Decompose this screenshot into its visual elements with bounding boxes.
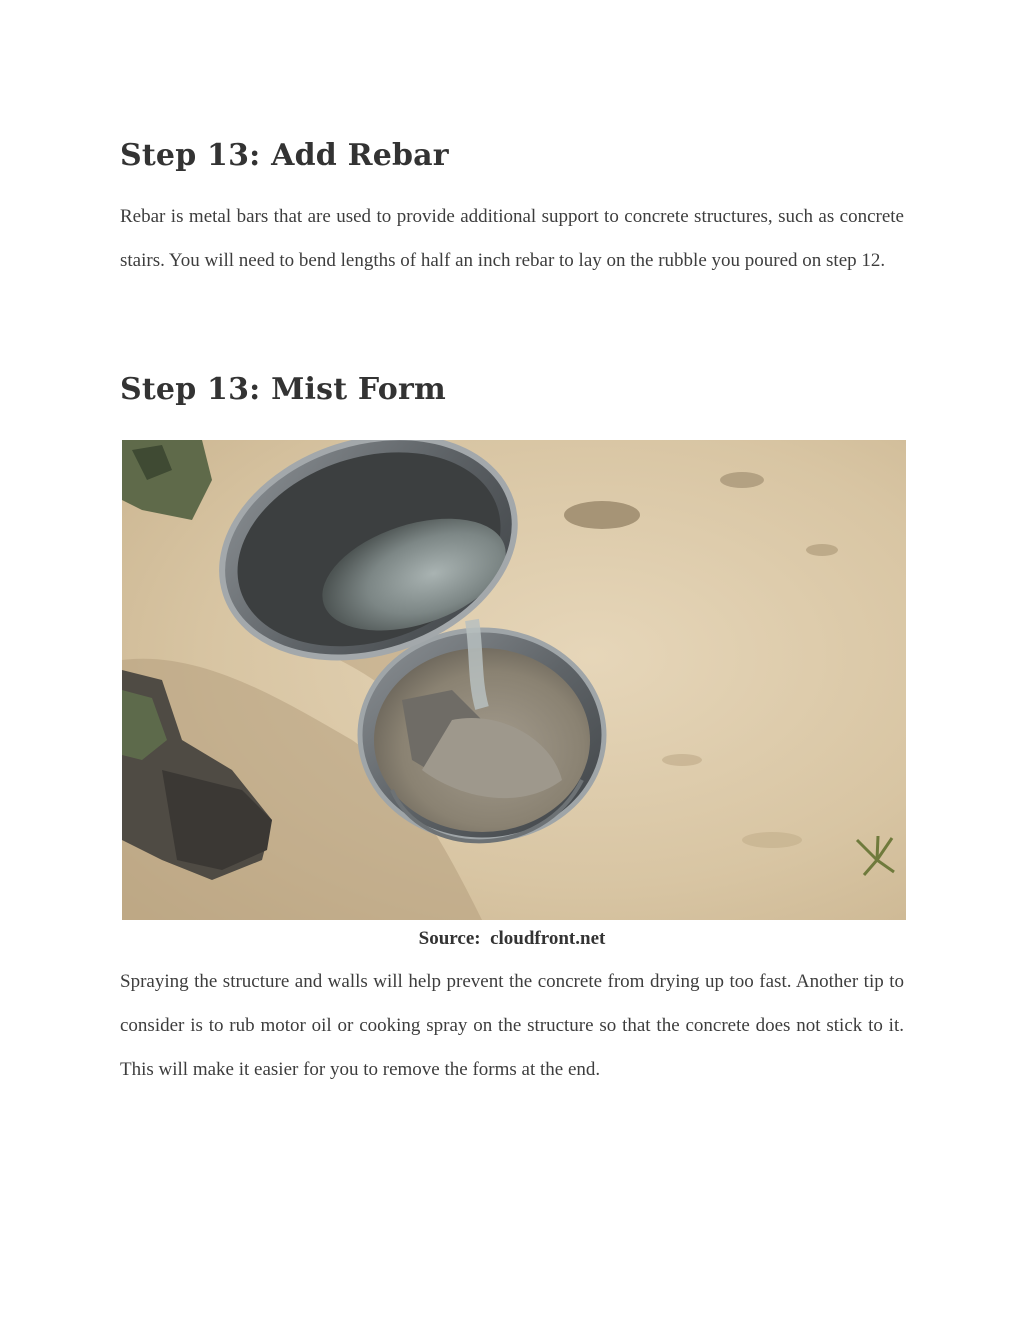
section-paragraph-mist-form: Spraying the structure and walls will help prevent the concrete from drying up too fast. Another tip to consider is to rub motor oil or cooking spray on the structure so that the concrete does not stick to it. This will make it easier for you to remove the forms at the end. — [120, 971, 904, 1080]
concrete-mixing-photo — [122, 440, 906, 920]
section-heading-add-rebar: Step 13: Add Rebar — [120, 138, 449, 173]
image-caption: Source: cloudfront.net — [418, 928, 606, 949]
section-heading-mist-form: Step 13: Mist Form — [120, 372, 446, 407]
section-paragraph-add-rebar: Rebar is metal bars that are used to provide additional support to concrete structures, such as concrete stairs. You will need to bend lengths of half an inch rebar to lay on the rubble you poured on step 12. — [120, 206, 904, 271]
photo-illustration — [122, 440, 906, 920]
